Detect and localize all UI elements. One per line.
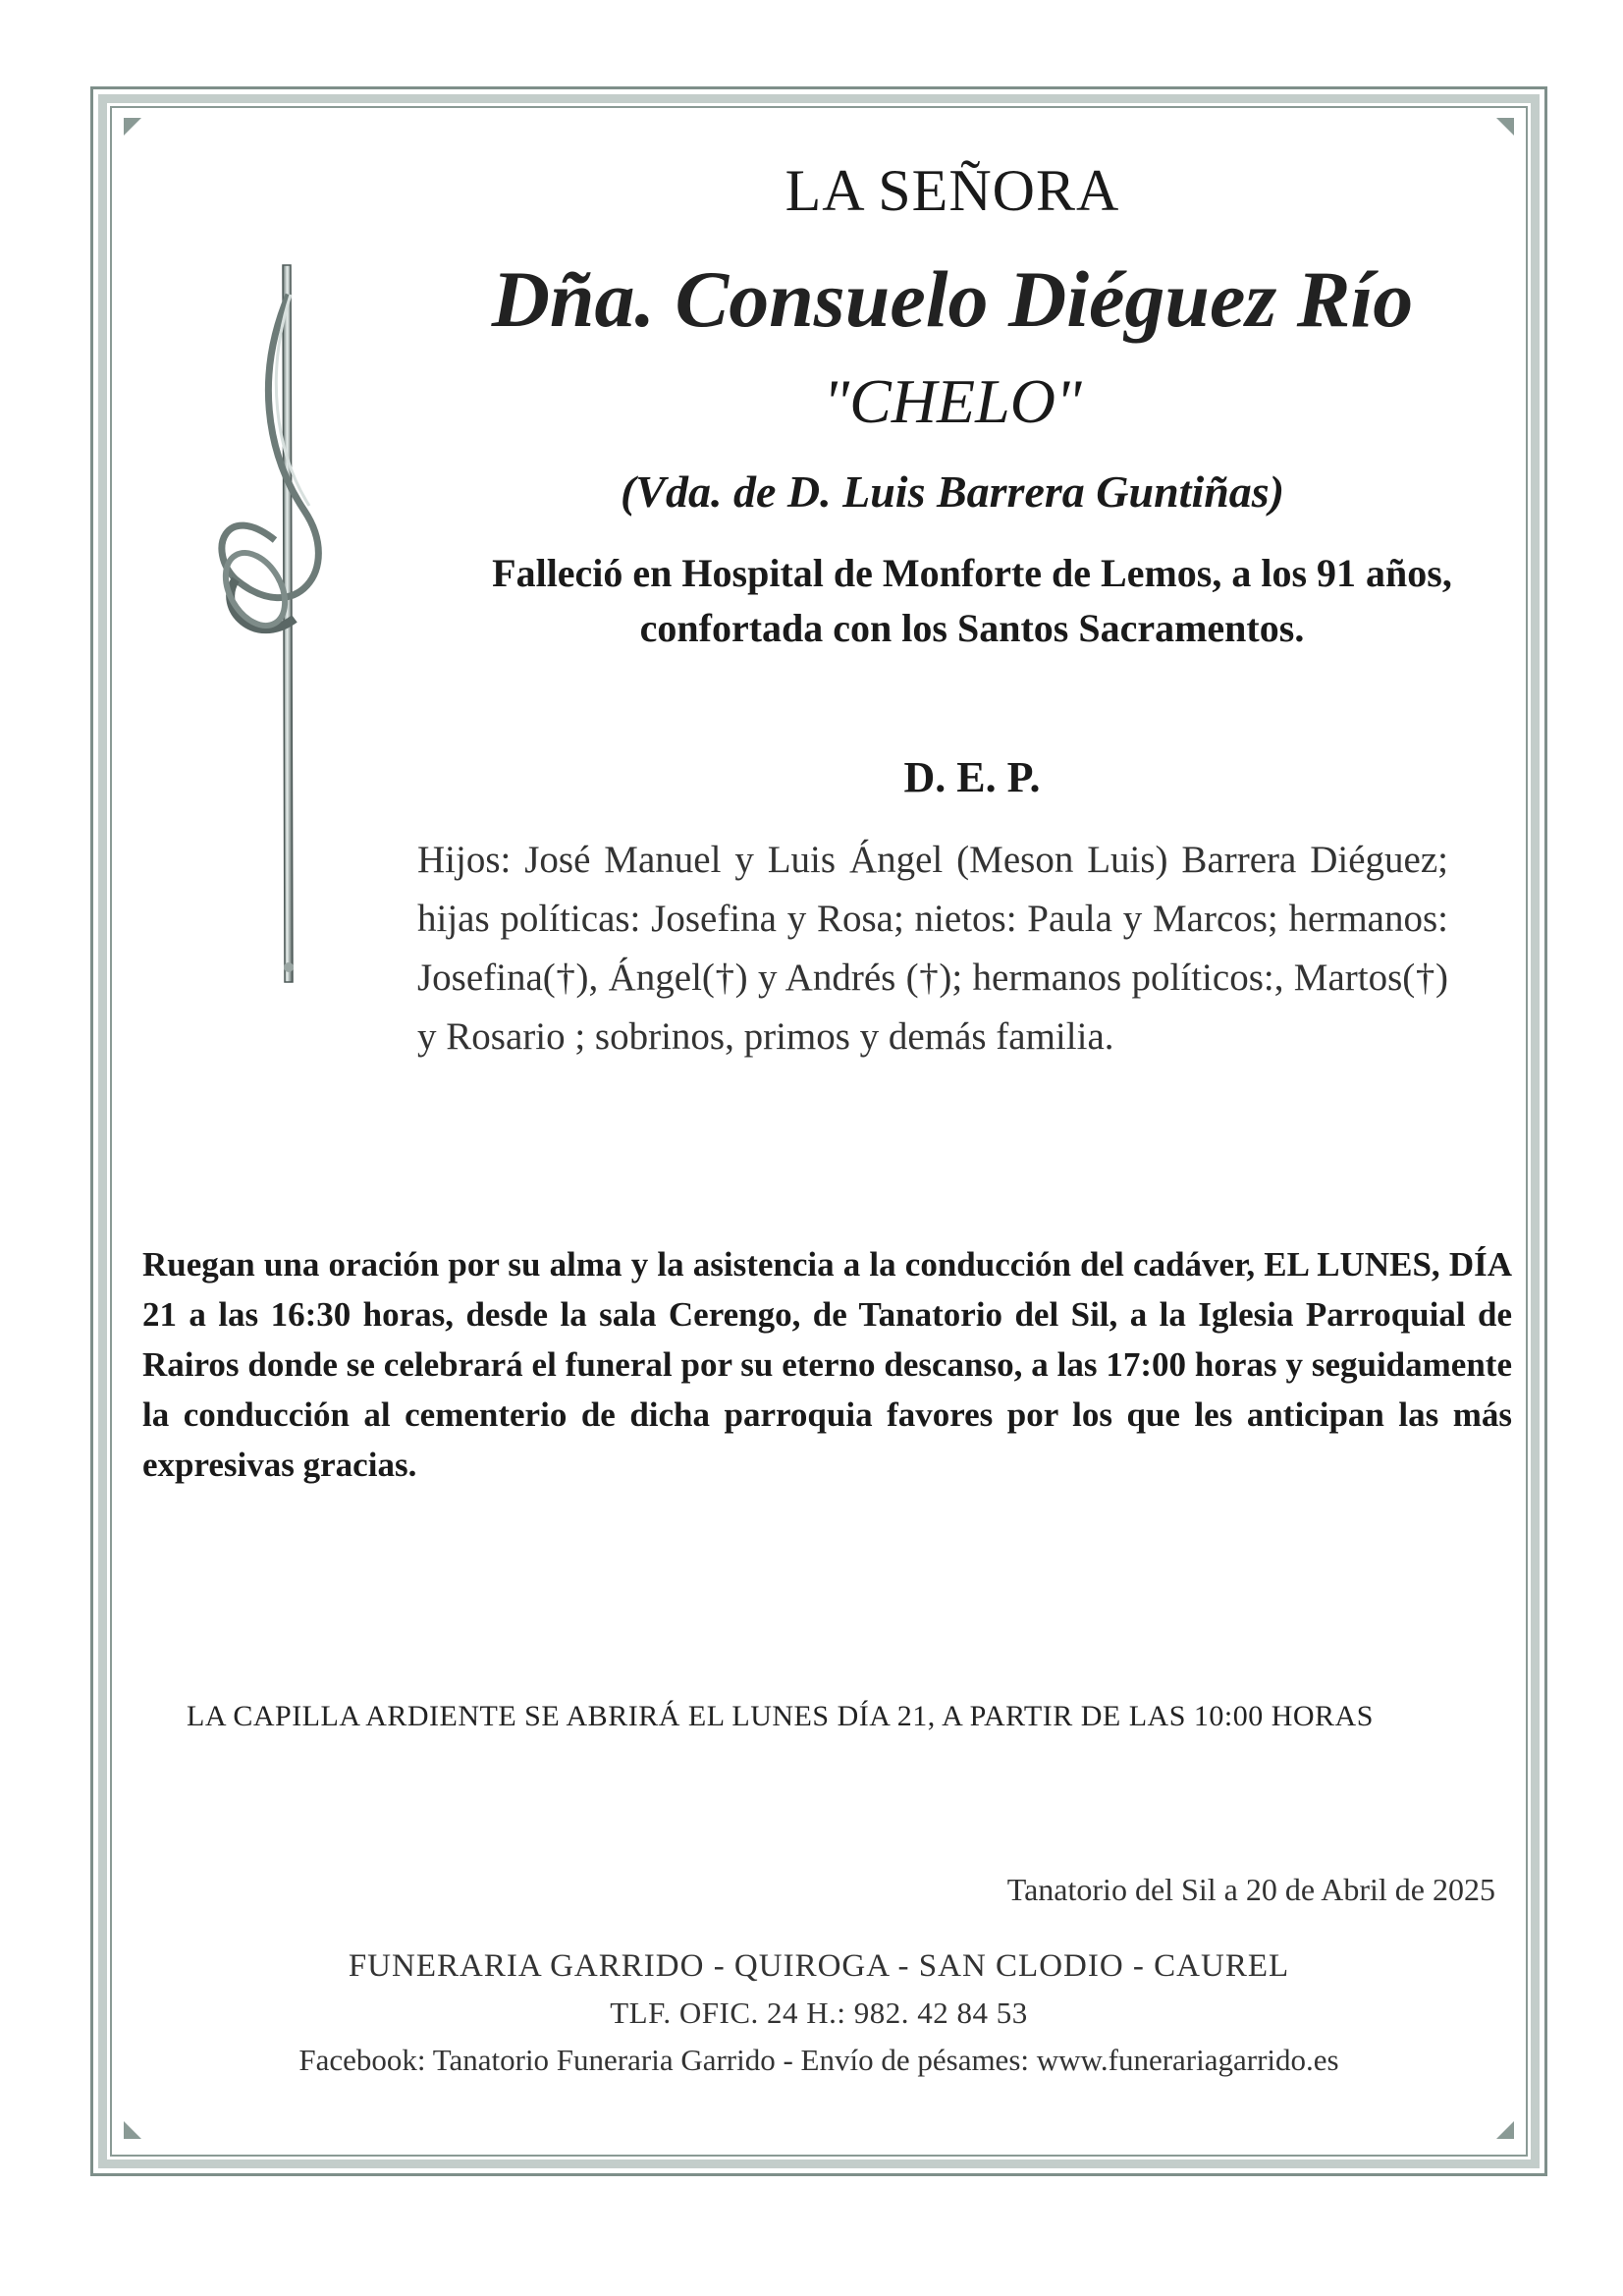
footer-phone: TLF. OFIC. 24 H.: 982. 42 84 53 xyxy=(610,1995,1028,2030)
dep-heading: D. E. P. xyxy=(903,753,1041,801)
corner-ornament-icon xyxy=(1496,2121,1514,2139)
death-notice xyxy=(432,546,1512,656)
ribbon-cross-icon xyxy=(196,255,353,1002)
ceremony-paragraph: Ruegan una oración por su alma y la asistencia a la conducción del cadáver, EL LUNES, DÍA 21 a las 16:30 horas, desde la sala Cerengo, de Tanatorio del Sil, a la Iglesia Parroquial de Rairos donde se celebrará el funeral por su eterno descanso, a las 17:00 horas y seguidamente la conducción al cementerio de dicha parroquia favores por los que les anticipan las más expresivas gracias. xyxy=(142,1245,1512,1484)
widow-of: (Vda. de D. Luis Barrera Guntiñas) xyxy=(620,466,1285,517)
signoff: Tanatorio del Sil a 20 de Abril de 2025 xyxy=(1006,1872,1495,1907)
death-notice-line-2: confortada con los Santos Sacramentos. xyxy=(639,606,1305,650)
chapel-notice: LA CAPILLA ARDIENTE SE ABRIRÁ EL LUNES DÍA 21, A PARTIR DE LAS 10:00 HORAS xyxy=(187,1700,1374,1732)
footer-contact: Facebook: Tanatorio Funeraria Garrido - Envío de pésames: www.funerariagarrido.es xyxy=(298,2043,1339,2077)
family-paragraph: Hijos: José Manuel y Luis Ángel (Meson Luis) Barrera Diéguez; hijas políticas: Josefina y Rosa; nietos: Paula y Marcos; hermanos: Josefina(†), Ángel(†) y Andrés (†); hermanos políticos:, Martos(†) y Rosario ; sobrinos, primos y demás familia. xyxy=(417,839,1448,1058)
header-title: LA SEÑORA xyxy=(784,158,1120,223)
corner-ornament-icon xyxy=(1496,118,1514,136)
footer-company: FUNERARIA GARRIDO - QUIROGA - SAN CLODIO - CAUREL xyxy=(348,1948,1290,1984)
corner-ornament-icon xyxy=(124,118,141,136)
corner-ornament-icon xyxy=(124,2121,141,2139)
deceased-name: Dña. Consuelo Diéguez Río xyxy=(491,254,1414,344)
death-notice-line-1: Falleció en Hospital de Monforte de Lemos, a los 91 años, xyxy=(492,551,1452,595)
deceased-nickname: "CHELO" xyxy=(823,366,1082,436)
